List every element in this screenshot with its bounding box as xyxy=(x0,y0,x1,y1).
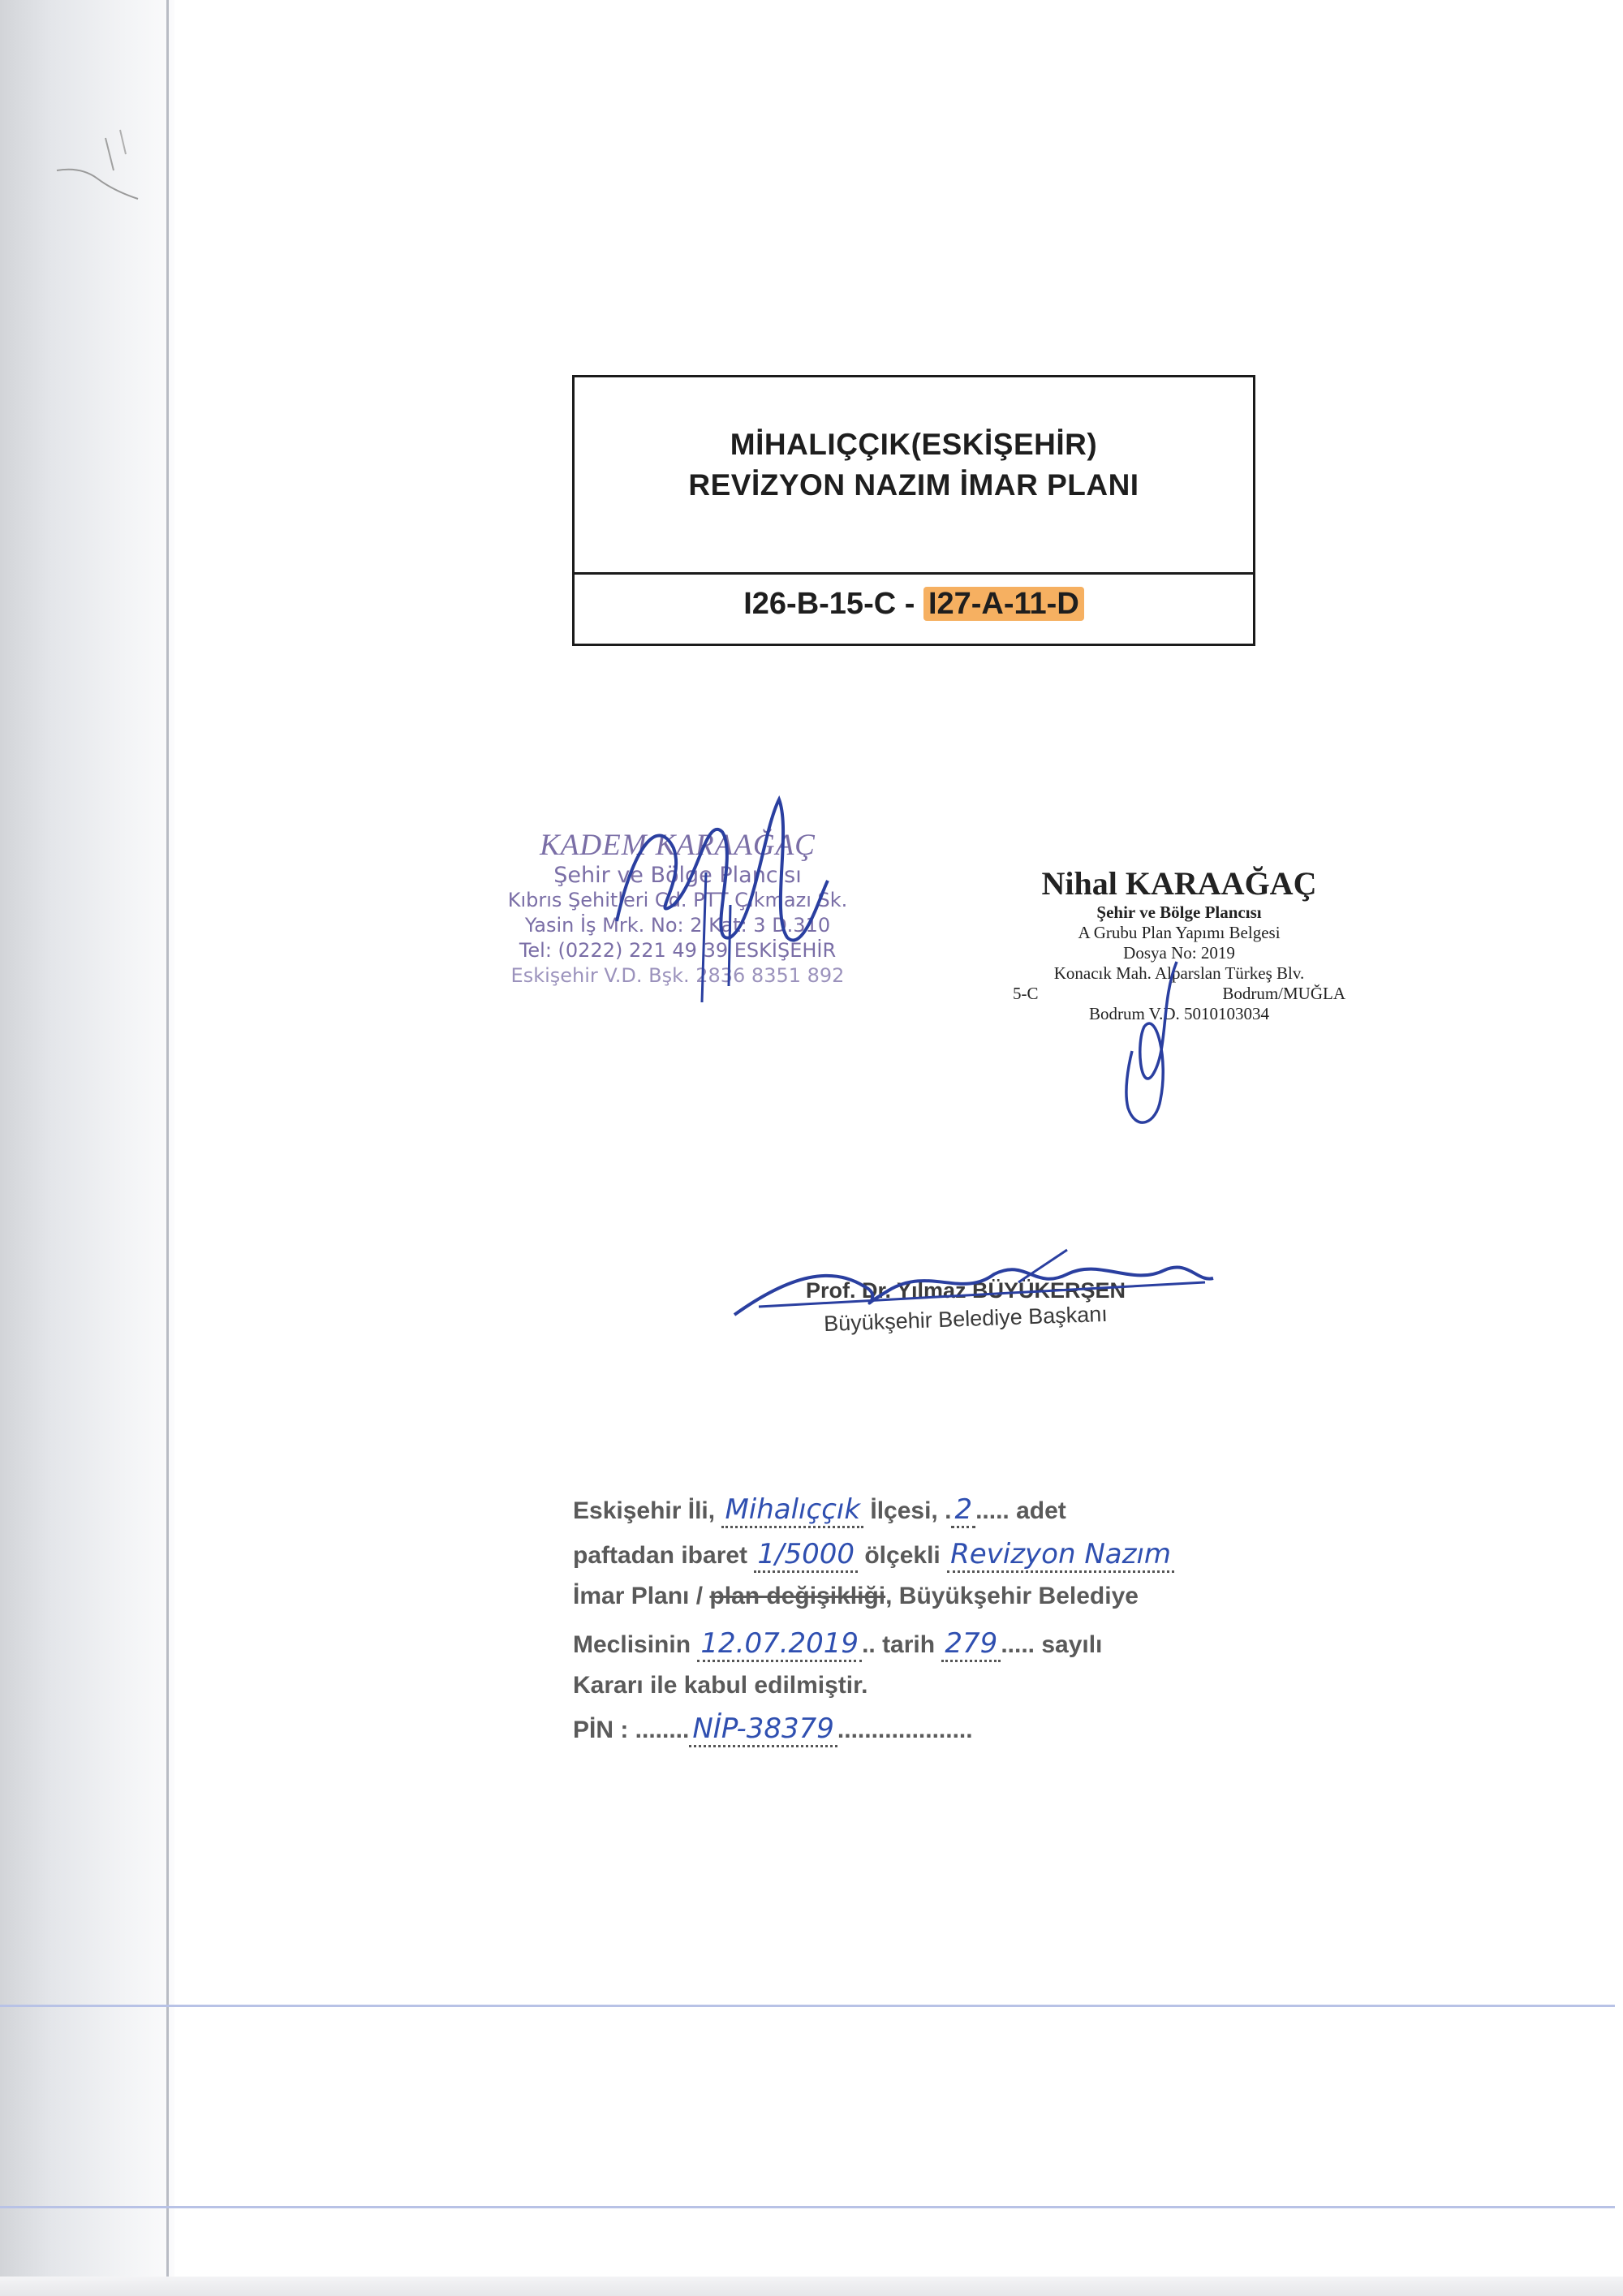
stamp-name: KADEM KARAAĞAÇ xyxy=(540,829,816,862)
approval-text: paftadan ibaret xyxy=(573,1542,748,1569)
signature-right xyxy=(1079,954,1225,1140)
approval-text: .................... xyxy=(837,1717,973,1743)
mayor-name: Prof. Dr. Yılmaz BÜYÜKERŞEN xyxy=(805,1278,1126,1303)
signature-mayor xyxy=(726,1242,1221,1331)
handwritten-date: 12.07.2019 xyxy=(697,1627,862,1662)
approval-text: İmar Planı / xyxy=(573,1583,704,1609)
sheet-code-highlighted: I27-A-11-D xyxy=(923,587,1084,621)
stamp-tax-line: Bodrum V.D. 5010103034 xyxy=(1088,1004,1270,1023)
plan-title: MİHALIÇÇIK(ESKİŞEHİR) xyxy=(730,428,1098,461)
stamp-title: Şehir ve Bölge Plancısı xyxy=(1096,902,1262,922)
stamp-file-line: Dosya No: 2019 xyxy=(1123,943,1235,963)
approval-text: PİN : ........ xyxy=(573,1717,690,1743)
ruling-line xyxy=(0,2005,1615,2007)
approval-text: ölçekli xyxy=(864,1542,941,1569)
handwritten-decision-number: 279 xyxy=(941,1627,1001,1662)
signature-left xyxy=(584,783,852,1027)
handwritten-pin: NİP-38379 xyxy=(689,1712,837,1747)
stamp-license-line: A Grubu Plan Yapımı Belgesi xyxy=(1078,923,1281,942)
sheet-code: I26-B-15-C - xyxy=(743,587,915,621)
plan-title-box xyxy=(572,375,1255,646)
approval-struck-text: plan değişikliği xyxy=(709,1583,886,1609)
stamp-city: Bodrum/MUĞLA xyxy=(1222,984,1345,1003)
title-divider xyxy=(575,572,1253,575)
sheet-codes xyxy=(575,587,1253,622)
approval-text: Kararı ile kabul edilmiştir. xyxy=(573,1672,868,1699)
approval-text: ..... adet xyxy=(975,1497,1066,1524)
stamp-title: Şehir ve Bölge Plancısı xyxy=(553,863,802,888)
corner-marks xyxy=(49,122,146,211)
approval-line-2 xyxy=(573,1538,1174,1570)
stamp-phone-line: Tel: (0222) 221 49 39 ESKİŞEHİR xyxy=(519,939,837,962)
approval-text: İlçesi, . xyxy=(870,1497,952,1524)
stamp-name: Nihal KARAAĞAÇ xyxy=(1041,865,1317,902)
handwritten-scale: 1/5000 xyxy=(754,1538,858,1573)
approval-text: ..... sayılı xyxy=(1001,1631,1103,1658)
approval-line-3 xyxy=(573,1583,1139,1610)
approval-text: .. tarih xyxy=(862,1631,936,1658)
stamp-address-number: 5-C xyxy=(1013,984,1039,1003)
approval-line-4 xyxy=(573,1627,1102,1660)
plan-subtitle: REVİZYON NAZIM İMAR PLANI xyxy=(688,468,1139,502)
approval-text: Meclisinin xyxy=(573,1631,691,1658)
handwritten-sheet-count: 2 xyxy=(951,1493,975,1528)
scan-left-shadow xyxy=(0,0,174,2296)
approval-text: Eskişehir İli, xyxy=(573,1497,716,1524)
ruling-line xyxy=(0,2206,1615,2208)
scan-bottom-edge xyxy=(0,2277,1623,2296)
approval-text: , Büyükşehir Belediye xyxy=(885,1583,1139,1609)
stamp-address-line: Kıbrıs Şehitleri Cd. PTT Çıkmazı Sk. xyxy=(507,889,848,911)
approval-line-5 xyxy=(573,1672,868,1699)
handwritten-plan-type: Revizyon Nazım xyxy=(947,1538,1174,1573)
stamp-address-line: Konacık Mah. Alparslan Türkeş Blv. xyxy=(1053,963,1305,983)
scan-left-edge xyxy=(166,0,169,2296)
mayor-title: Büyükşehir Belediye Başkanı xyxy=(823,1301,1109,1337)
approval-line-1 xyxy=(573,1493,1066,1526)
stamp-address-line: Yasin İş Mrk. No: 2 Kat: 3 D.310 xyxy=(524,914,831,937)
handwritten-district: Mihalıççık xyxy=(721,1493,863,1528)
approval-line-6 xyxy=(573,1712,973,1745)
stamp-tax-line: Eskişehir V.D. Bşk. 2836 8351 892 xyxy=(510,964,845,987)
